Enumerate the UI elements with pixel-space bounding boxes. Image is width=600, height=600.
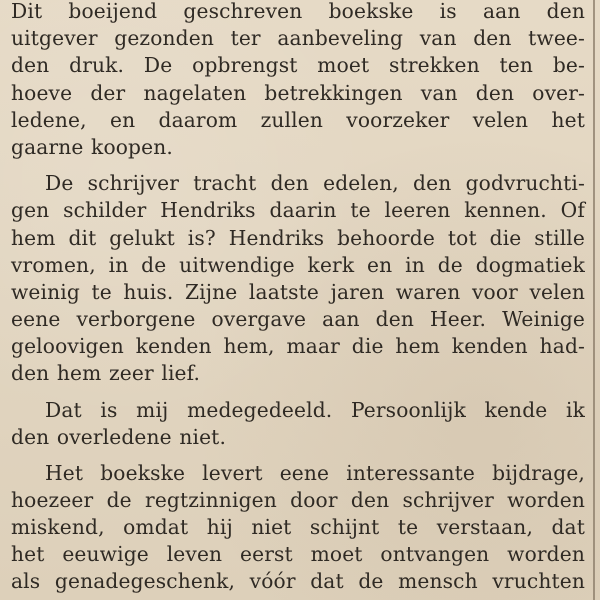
article-line: Het boekske levert eene interessante bijdrage, xyxy=(45,461,585,485)
article-line: vromen, in de uitwendige kerk en in de dogmatiek xyxy=(11,253,585,277)
article-line: hoezeer de regtzinnigen door den schrijver worden xyxy=(11,488,585,512)
article-line: gaarne koopen. xyxy=(11,135,173,159)
article-line: Dit boeijend geschreven boekske is aan den xyxy=(11,0,585,23)
article-line: eene verborgene overgave aan den Heer. Weinige xyxy=(11,307,585,331)
article-line: den overledene niet. xyxy=(11,425,227,449)
article-line: De schrijver tracht den edelen, den godvruchti- xyxy=(45,171,585,195)
article-line: weinig te huis. Zijne laatste jaren waren voor velen xyxy=(11,280,585,304)
article-line: hoeve der nagelaten betrekkingen van den over- xyxy=(11,81,585,105)
column-rule xyxy=(593,0,595,600)
article-line: Dat is mij medegedeeld. Persoonlijk kende ik xyxy=(45,398,585,422)
article-line: den druk. De opbrengst moet strekken ten be- xyxy=(11,53,585,77)
article-line: hem dit gelukt is? Hendriks behoorde tot die stille xyxy=(11,226,585,250)
article-line: als genadegeschenk, vóór dat de mensch vruchten xyxy=(11,569,585,593)
article-line: geloovigen kenden hem, maar die hem kenden had- xyxy=(11,334,585,358)
article-line: gen schilder Hendriks daarin te leeren kennen. Of xyxy=(11,198,585,222)
article-line: het eeuwige leven eerst moet ontvangen worden xyxy=(11,542,585,566)
article-line: miskend, omdat hij niet schijnt te verstaan, dat xyxy=(11,515,585,539)
article-line: uitgever gezonden ter aanbeveling van den twee- xyxy=(11,26,585,50)
article-line: den hem zeer lief. xyxy=(11,361,201,385)
article-line: ledene, en daarom zullen voorzeker velen het xyxy=(11,108,585,132)
